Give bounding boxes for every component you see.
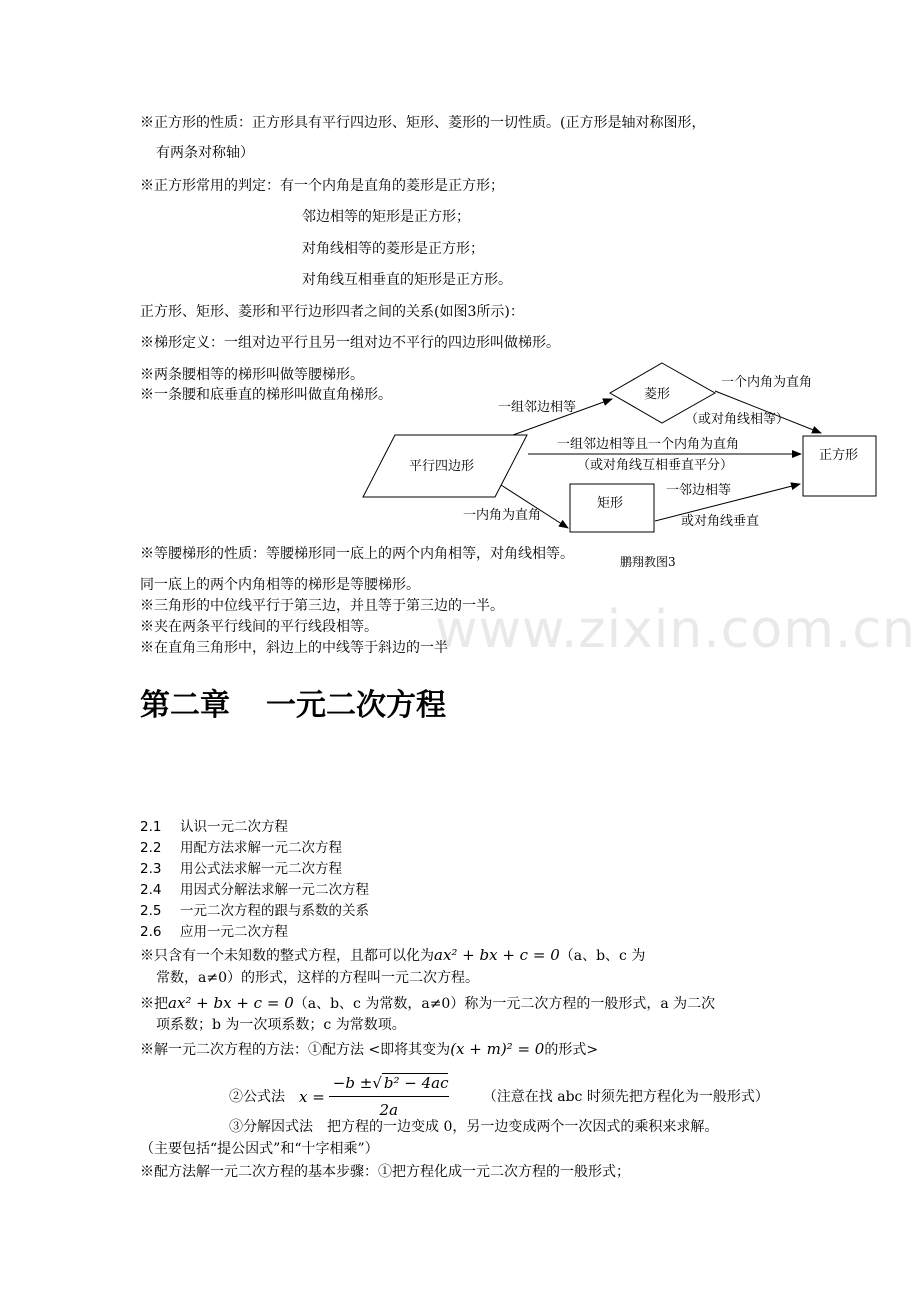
midline-theorem: ※三角形的中位线平行于第三边，并且等于第三边的一半。 [140, 598, 504, 614]
completing-square-steps: ※配方法解一元二次方程的基本步骤：①把方程化成一元二次方程的一般形式； [140, 1164, 630, 1180]
trapezoid-definition: ※梯形定义：一组对边平行且另一组对边不平行的四边形叫做梯形。 [140, 335, 560, 351]
general-form-line-1: ※把ax² + bx + c = 0（a、b、c 为常数，a≠0）称为一元二次方程的一般形式，a 为二次 [140, 994, 716, 1012]
toc-item: 2.3 用公式法求解一元二次方程 [140, 861, 342, 877]
toc-item: 2.4 用因式分解法求解一元二次方程 [140, 882, 369, 898]
label-rhombus-to-square-2: （或对角线相等） [685, 412, 790, 427]
square-judgement-line-3: 对角线相等的菱形是正方形； [302, 241, 484, 257]
square-form-equation: (x + m)² = 0 [450, 1040, 545, 1058]
label-direct-2: （或对角线互相垂直平分） [577, 458, 734, 473]
label-to-rhombus: 一组邻边相等 [498, 400, 577, 415]
solving-methods-line: ※解一元二次方程的方法：①配方法 <即将其变为(x + m)² = 0的形式> [140, 1040, 599, 1058]
toc-item: 2.2 用配方法求解一元二次方程 [140, 840, 342, 856]
square-judgement-line-2: 邻边相等的矩形是正方形； [302, 209, 470, 225]
right-triangle-median: ※在直角三角形中，斜边上的中线等于斜边的一半 [140, 640, 448, 656]
square-judgement-line-1: ※正方形常用的判定：有一个内角是直角的菱形是正方形； [140, 178, 504, 194]
toc-item: 2.5 一元二次方程的跟与系数的关系 [140, 903, 369, 919]
isosceles-trapezoid-judgement: 同一底上的两个内角相等的梯形是等腰梯形。 [140, 577, 420, 593]
label-to-rectangle: 一内角为直角 [463, 508, 542, 523]
relation-line: 正方形、矩形、菱形和平行边形四者之间的关系(如图3所示)： [140, 304, 524, 320]
label-rect-to-square-2: 或对角线垂直 [681, 514, 760, 529]
factoring-method-note: （主要包括“提公因式”和“十字相乘”） [140, 1141, 379, 1157]
general-form-equation: ax² + bx + c = 0 [434, 946, 560, 964]
right-trapezoid-definition: ※一条腰和底垂直的梯形叫做直角梯形。 [140, 387, 392, 403]
quadratic-definition-line-2: 常数，a≠0）的形式，这样的方程叫一元二次方程。 [156, 970, 479, 986]
quadratic-definition-line-1: ※只含有一个未知数的整式方程，且都可以化为ax² + bx + c = 0（a、b、c 为 [140, 946, 646, 964]
square-property-line-2: 有两条对称轴） [156, 145, 254, 161]
quadratic-formula: $\frac{\text{−b ±√ b² − 4ac}}{2a}$ [329, 1072, 449, 1121]
general-form-line-2: 项系数；b 为一次项系数；c 为常数项。 [156, 1017, 406, 1033]
factoring-method-line: ③分解因式法 把方程的一边变成 0，另一边变成两个一次因式的乘积来求解。 [229, 1119, 719, 1135]
watermark: www.zixin.com.cn [435, 600, 916, 660]
square-property-line-1: ※正方形的性质：正方形具有平行四边形、矩形、菱形的一切性质。(正方形是轴对称图形， [140, 115, 706, 131]
rectangle-label: 矩形 [597, 496, 624, 511]
chapter-name: 一元二次方程 [266, 688, 446, 723]
general-form-equation: ax² + bx + c = 0 [168, 994, 294, 1012]
label-rect-to-square-1: 一邻边相等 [666, 483, 732, 498]
toc-item: 2.1 认识一元二次方程 [140, 819, 288, 835]
quadratic-formula-line: ②公式法 x = $\frac{\text{−b ±√ b² − 4ac}}{2a}$ （注意在找 abc 时须先把方程化为一般形式） [229, 1074, 769, 1119]
square-judgement-line-4: 对角线互相垂直的矩形是正方形。 [302, 272, 512, 288]
square-label: 正方形 [819, 448, 859, 463]
rhombus-label: 菱形 [644, 387, 671, 402]
parallel-segments: ※夹在两条平行线间的平行线段相等。 [140, 619, 378, 635]
chapter-title [140, 688, 446, 724]
square-shape [803, 436, 876, 496]
quadrilateral-relation-diagram [355, 355, 895, 575]
label-rhombus-to-square-1: 一个内角为直角 [721, 375, 813, 390]
chapter-label: 第二章 [140, 688, 230, 723]
parallelogram-label: 平行四边形 [409, 459, 475, 474]
isosceles-trapezoid-property: ※等腰梯形的性质：等腰梯形同一底上的两个内角相等，对角线相等。 [140, 546, 574, 562]
isosceles-trapezoid-definition: ※两条腰相等的梯形叫做等腰梯形。 [140, 367, 364, 383]
figure-caption: 鹏翔教图3 [620, 555, 676, 569]
label-direct-1: 一组邻边相等且一个内角为直角 [557, 437, 740, 452]
toc-item: 2.6 应用一元二次方程 [140, 924, 288, 940]
